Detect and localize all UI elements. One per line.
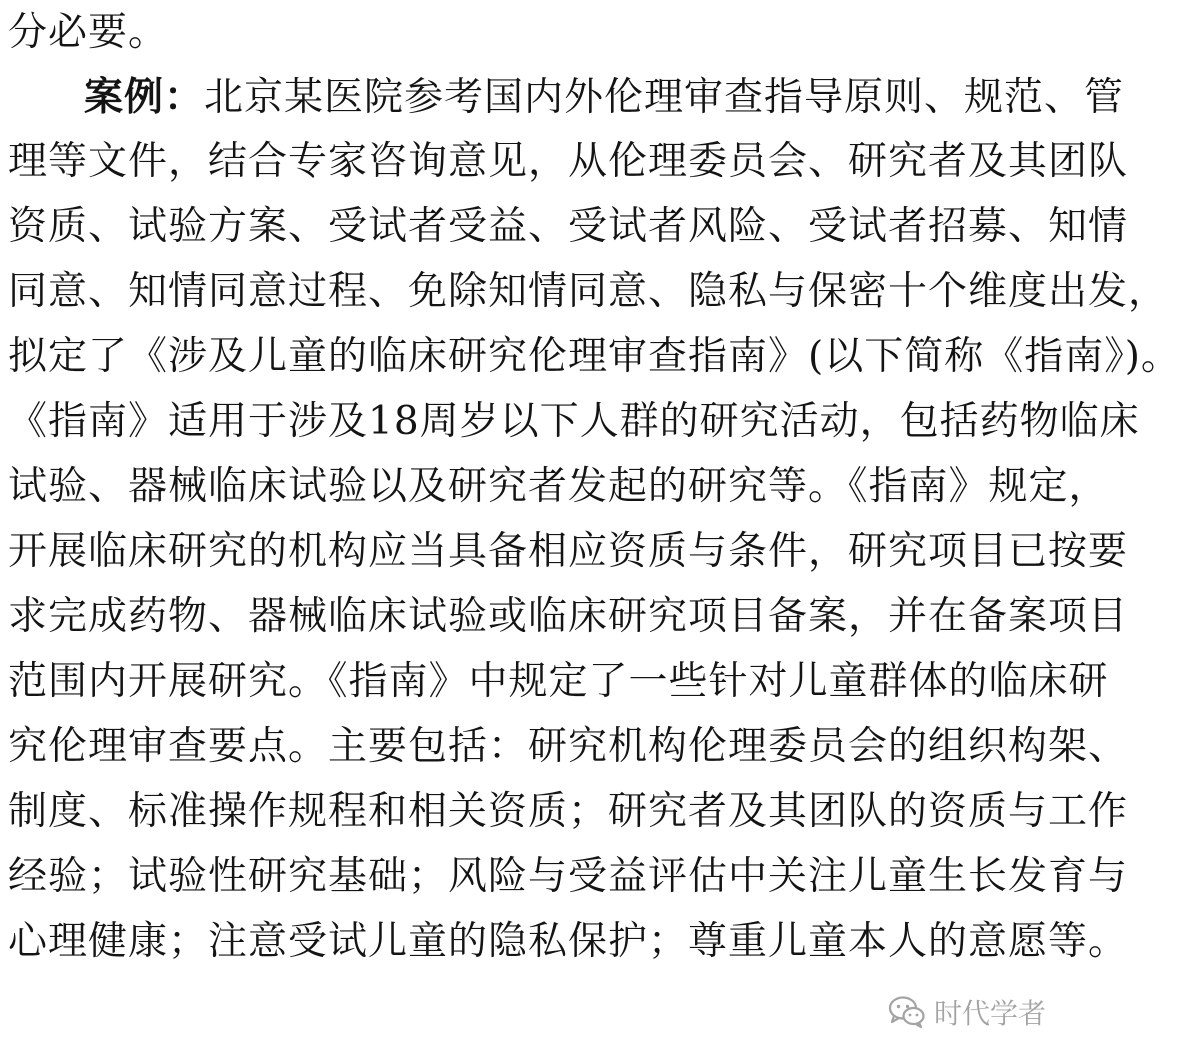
watermark xyxy=(888,990,1046,1034)
text-line-1: 分必要。 xyxy=(8,10,169,55)
case-label: 案例： xyxy=(84,74,205,120)
text-line-9: 开展临床研究的机构应当具备相应资质与条件，研究项目已按要 xyxy=(8,529,1129,574)
text-line-15: 心理健康；注意受试儿童的隐私保护；尊重儿童本人的意愿等。 xyxy=(8,919,1129,964)
case-text: 北京某医院参考国内外伦理审查指导原则、规范、管 xyxy=(204,75,1125,120)
text-line-10: 求完成药物、器械临床试验或临床研究项目备案，并在备案项目 xyxy=(8,594,1129,639)
text-line-8: 试验、器械临床试验以及研究者发起的研究等。《指南》规定， xyxy=(8,464,1109,509)
text-line-4: 资质、试验方案、受试者受益、受试者风险、受试者招募、知情 xyxy=(8,204,1129,249)
watermark-text: 时代学者 xyxy=(933,997,1046,1030)
text-line-14: 经验；试验性研究基础；风险与受益评估中关注儿童生长发育与 xyxy=(8,854,1129,899)
wechat-icon xyxy=(888,995,926,1029)
case-line xyxy=(84,64,1125,130)
text-line-5: 同意、知情同意过程、免除知情同意、隐私与保密十个维度出发， xyxy=(8,269,1169,314)
text-line-13: 制度、标准操作规程和相关资质；研究者及其团队的资质与工作 xyxy=(8,789,1129,834)
text-line-3: 理等文件，结合专家咨询意见，从伦理委员会、研究者及其团队 xyxy=(8,139,1129,184)
text-line-7: 《指南》适用于涉及18周岁以下人群的研究活动，包括药物临床 xyxy=(8,399,1140,444)
text-line-11: 范围内开展研究。《指南》中规定了一些针对儿童群体的临床研 xyxy=(8,659,1109,704)
text-line-6: 拟定了《涉及儿童的临床研究伦理审查指南》(以下简称《指南》)。 xyxy=(8,334,1181,379)
text-line-12: 究伦理审查要点。主要包括：研究机构伦理委员会的组织构架、 xyxy=(8,724,1129,769)
